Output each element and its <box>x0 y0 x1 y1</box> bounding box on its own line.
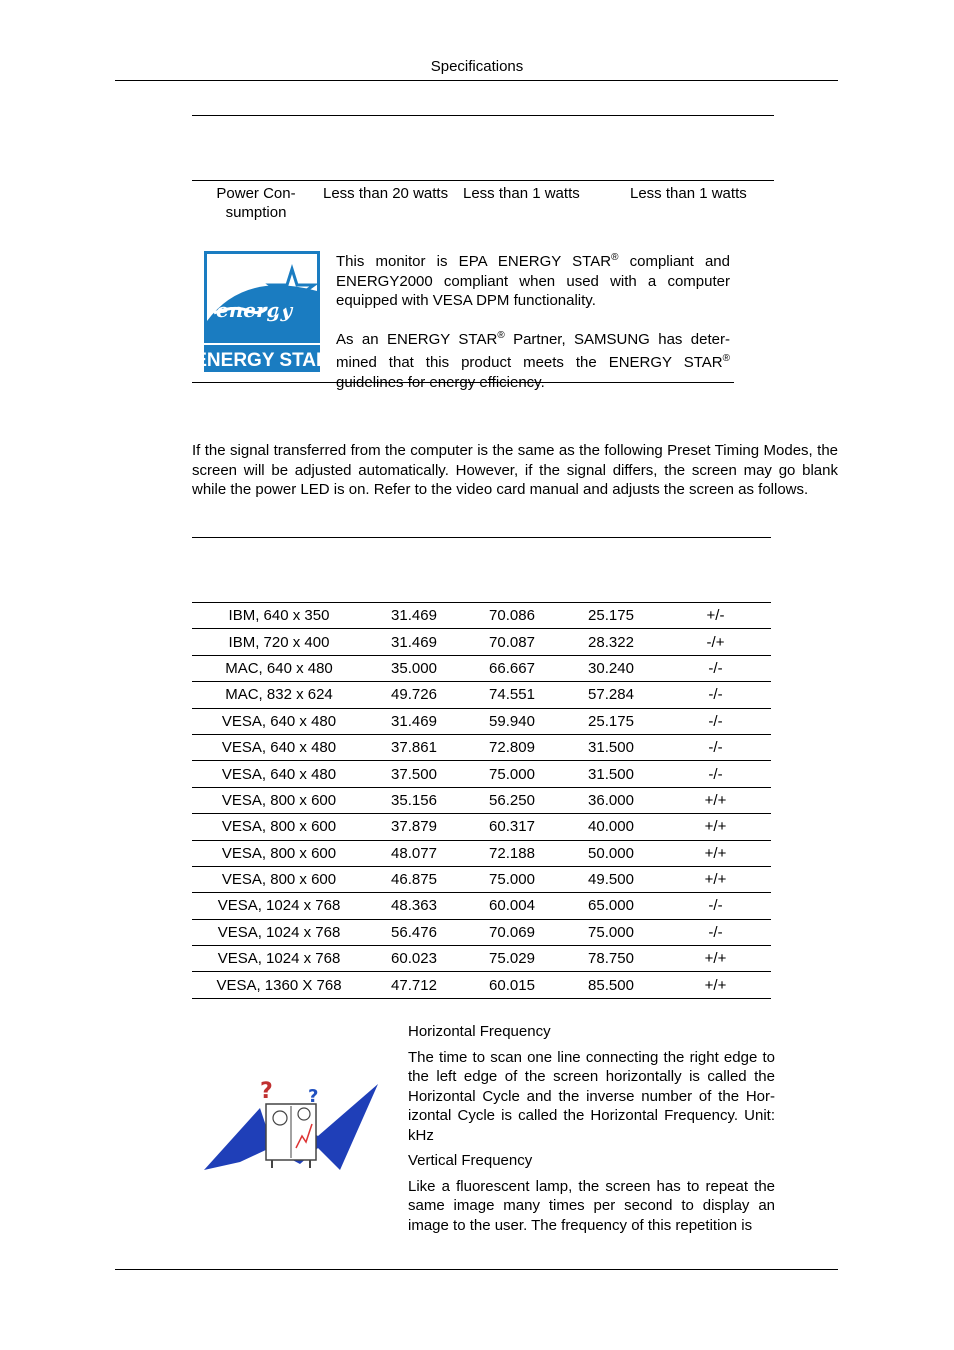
power-row-top-rule <box>192 180 774 181</box>
display-mode-cell: MAC, 640 x 480 <box>192 655 366 681</box>
pixel-clock-cell: 25.175 <box>562 603 660 629</box>
table-row <box>192 946 771 972</box>
sync-polarity-cell: +/+ <box>660 787 771 813</box>
sync-polarity-cell: -/- <box>660 893 771 919</box>
pixel-clock-cell: 25.175 <box>562 708 660 734</box>
sync-polarity-cell: +/+ <box>660 972 771 998</box>
pixel-clock-cell: 40.000 <box>562 814 660 840</box>
header-rule <box>115 80 838 81</box>
horizontal-frequency-cell: 47.712 <box>366 972 462 998</box>
vertical-frequency-cell: 56.250 <box>462 787 562 813</box>
vertical-frequency-cell: 60.004 <box>462 893 562 919</box>
horizontal-frequency-cell: 37.861 <box>366 734 462 760</box>
table-row <box>192 972 771 998</box>
display-mode-cell: VESA, 800 x 600 <box>192 866 366 892</box>
display-mode-cell: MAC, 832 x 624 <box>192 682 366 708</box>
energy-star-bottom-rule <box>192 382 734 383</box>
pixel-clock-cell: 30.240 <box>562 655 660 681</box>
timing-table-top-rule <box>192 537 771 538</box>
preset-timing-intro: If the signal transferred from the computer is the same as the following Preset Timing Modes, the screen will be adjusted automatically. However, if the signal differs, the screen may go blank while the power LED is on. Refer to the video card manual and adjusts the screen as follows. <box>192 442 838 498</box>
vertical-frequency-cell: 60.015 <box>462 972 562 998</box>
pixel-clock-cell: 57.284 <box>562 682 660 708</box>
power-standby-value: Less than 1 watts <box>463 185 580 202</box>
vertical-frequency-cell: 75.000 <box>462 761 562 787</box>
table-row <box>192 814 771 840</box>
vertical-frequency-title: Vertical Frequency <box>408 1152 533 1169</box>
display-mode-cell: VESA, 1024 x 768 <box>192 893 366 919</box>
pixel-clock-cell: 78.750 <box>562 946 660 972</box>
pixel-clock-cell: 65.000 <box>562 893 660 919</box>
horizontal-frequency-cell: 31.469 <box>366 603 462 629</box>
vertical-frequency-cell: 74.551 <box>462 682 562 708</box>
sync-polarity-cell: +/+ <box>660 840 771 866</box>
vertical-frequency-cell: 70.087 <box>462 629 562 655</box>
preset-timing-table <box>192 602 771 999</box>
display-mode-cell: VESA, 640 x 480 <box>192 734 366 760</box>
horizontal-frequency-cell: 35.156 <box>366 787 462 813</box>
power-normal-value: Less than 20 watts <box>323 185 449 202</box>
sync-polarity-cell: +/+ <box>660 946 771 972</box>
table-top-rule <box>192 115 774 116</box>
vertical-frequency-cell: 60.317 <box>462 814 562 840</box>
page-header-title: Specifications <box>430 58 524 75</box>
horizontal-frequency-cell: 37.879 <box>366 814 462 840</box>
vertical-frequency-cell: 72.188 <box>462 840 562 866</box>
table-row <box>192 866 771 892</box>
display-mode-cell: VESA, 1360 X 768 <box>192 972 366 998</box>
display-mode-cell: VESA, 800 x 600 <box>192 840 366 866</box>
display-mode-cell: VESA, 800 x 600 <box>192 787 366 813</box>
sync-polarity-cell: +/- <box>660 603 771 629</box>
horizontal-frequency-cell: 48.363 <box>366 893 462 919</box>
table-row <box>192 919 771 945</box>
display-mode-cell: VESA, 800 x 600 <box>192 814 366 840</box>
vertical-frequency-cell: 66.667 <box>462 655 562 681</box>
pixel-clock-cell: 28.322 <box>562 629 660 655</box>
horizontal-frequency-cell: 60.023 <box>366 946 462 972</box>
sync-polarity-cell: -/- <box>660 708 771 734</box>
vertical-frequency-text: Like a fluorescent lamp, the screen has to repeat the same image many times per second to display an image to the user. The frequency of this repetition is <box>408 1177 775 1234</box>
table-row <box>192 603 771 629</box>
power-label: Power Con- sumption <box>216 185 296 221</box>
svg-text:?: ? <box>260 1079 273 1104</box>
sync-polarity-cell: -/- <box>660 761 771 787</box>
sync-polarity-cell: +/+ <box>660 866 771 892</box>
display-mode-cell: VESA, 1024 x 768 <box>192 946 366 972</box>
footer-rule <box>115 1269 838 1270</box>
vertical-frequency-cell: 75.000 <box>462 866 562 892</box>
table-row <box>192 893 771 919</box>
pixel-clock-cell: 75.000 <box>562 919 660 945</box>
svg-text:ENERGY STAR: ENERGY STAR <box>194 350 330 371</box>
vertical-frequency-cell: 59.940 <box>462 708 562 734</box>
horizontal-frequency-cell: 48.077 <box>366 840 462 866</box>
sync-polarity-cell: -/- <box>660 919 771 945</box>
horizontal-frequency-cell: 31.469 <box>366 629 462 655</box>
power-consumption-row <box>192 184 774 226</box>
horizontal-frequency-cell: 46.875 <box>366 866 462 892</box>
display-mode-cell: VESA, 1024 x 768 <box>192 919 366 945</box>
vertical-frequency-cell: 72.809 <box>462 734 562 760</box>
pixel-clock-cell: 36.000 <box>562 787 660 813</box>
energy-star-para-2: As an ENERGY STAR® Partner, SAMSUNG has deter-mined that this product meets the ENERGY STAR® guidelines for energy efficiency. <box>336 329 730 391</box>
pixel-clock-cell: 50.000 <box>562 840 660 866</box>
frequency-explanations <box>408 1022 775 1235</box>
table-row <box>192 734 771 760</box>
pixel-clock-cell: 85.500 <box>562 972 660 998</box>
horizontal-frequency-cell: 35.000 <box>366 655 462 681</box>
display-mode-cell: IBM, 720 x 400 <box>192 629 366 655</box>
horizontal-frequency-title: Horizontal Frequency <box>408 1023 551 1040</box>
table-row <box>192 761 771 787</box>
sync-polarity-cell: -/- <box>660 734 771 760</box>
table-row <box>192 787 771 813</box>
horizontal-frequency-text: The time to scan one line connecting the right edge to the left edge of the screen horizontally is called the Horizontal Cycle and the inverse number of the Hor-izontal Cycle is called the Horizontal Frequency. Unit: kHz <box>408 1048 775 1144</box>
horizontal-frequency-cell: 37.500 <box>366 761 462 787</box>
sync-polarity-cell: +/+ <box>660 814 771 840</box>
horizontal-frequency-cell: 31.469 <box>366 708 462 734</box>
pixel-clock-cell: 31.500 <box>562 734 660 760</box>
svg-text:?: ? <box>308 1086 319 1107</box>
horizontal-frequency-cell: 49.726 <box>366 682 462 708</box>
table-row <box>192 629 771 655</box>
pixel-clock-cell: 31.500 <box>562 761 660 787</box>
sync-polarity-cell: -/+ <box>660 629 771 655</box>
table-row <box>192 682 771 708</box>
display-mode-cell: VESA, 640 x 480 <box>192 761 366 787</box>
vertical-frequency-cell: 70.069 <box>462 919 562 945</box>
horizontal-frequency-cell: 56.476 <box>366 919 462 945</box>
vertical-frequency-cell: 70.086 <box>462 603 562 629</box>
display-mode-cell: VESA, 640 x 480 <box>192 708 366 734</box>
energy-star-para-1: This monitor is EPA ENERGY STAR® compliant and ENERGY2000 compliant when used with a computer equipped with VESA DPM functionality. <box>336 252 730 309</box>
table-row <box>192 655 771 681</box>
display-mode-cell: IBM, 640 x 350 <box>192 603 366 629</box>
sync-polarity-cell: -/- <box>660 655 771 681</box>
power-off-value: Less than 1 watts <box>630 185 747 202</box>
table-row <box>192 708 771 734</box>
table-row <box>192 840 771 866</box>
monitor-mascot-illustration <box>200 1078 382 1172</box>
svg-text:energy: energy <box>216 298 293 322</box>
pixel-clock-cell: 49.500 <box>562 866 660 892</box>
energy-star-logo <box>194 251 330 372</box>
sync-polarity-cell: -/- <box>660 682 771 708</box>
vertical-frequency-cell: 75.029 <box>462 946 562 972</box>
energy-star-description <box>336 248 730 392</box>
